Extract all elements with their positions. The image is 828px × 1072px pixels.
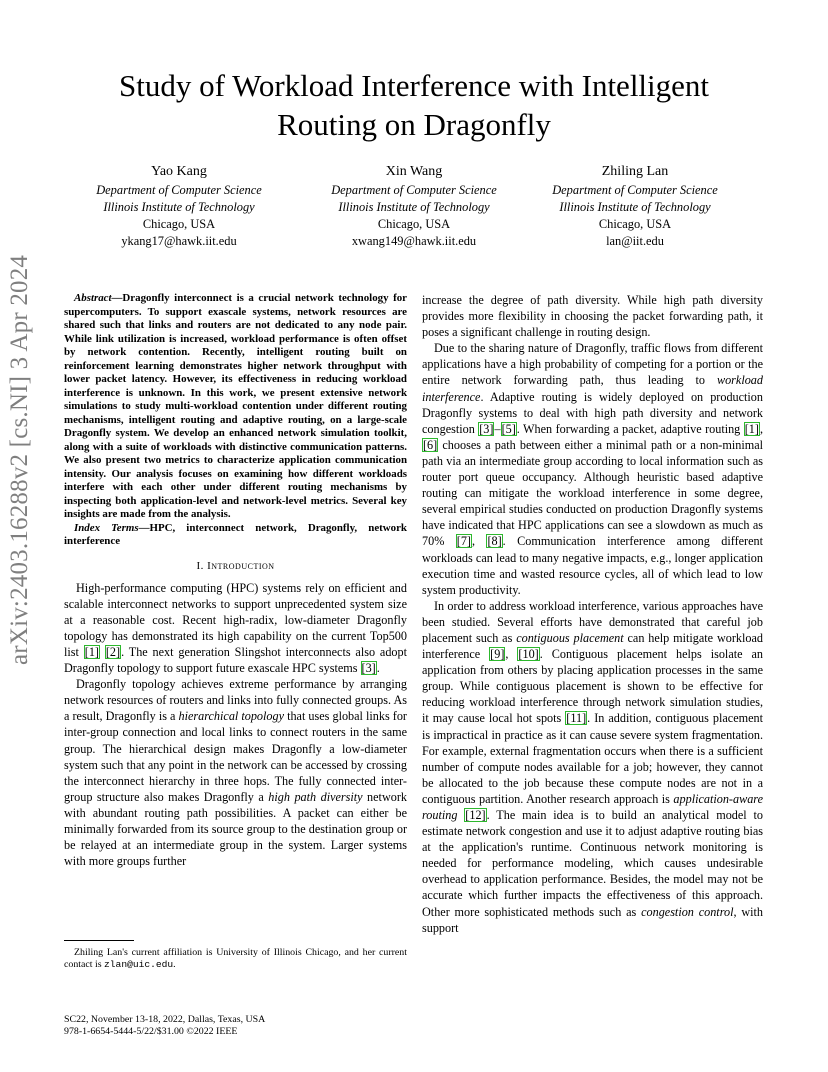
text-run: . Contiguous placement helps isolate an application from others by placing application processes in the same group. While contiguous placement is shown to be effective for reducing workload interference through network simulation studies, it may cause local hot spots <box>422 647 764 726</box>
emphasis-text: application-aware routing <box>422 791 763 822</box>
text-run: , <box>505 647 518 662</box>
text-run: that uses global links for inter-group connection and local links to connect routers in the same group. The hierarchical design makes Dragonfly a low-diameter system such that any point in the network can be accessed by crossing the interconnect hierarchy in three hops. The fully connected inter-group structure also makes Dragonfly a <box>64 709 407 804</box>
section-heading-introduction <box>64 558 407 574</box>
text-run: , with support <box>422 904 763 935</box>
footnote-rule <box>64 940 134 941</box>
author-location: Chicago, USA <box>377 217 451 231</box>
conference-line-1: SC22, November 13-18, 2022, Dallas, Texas, USA <box>64 1014 266 1025</box>
text-run: . When forwarding a packet, adaptive routing <box>516 421 744 436</box>
footnote-text: Zhiling Lan's current affiliation is University of Illinois Chicago, and her current contact is <box>64 947 407 971</box>
right-paragraph-3 <box>422 598 763 936</box>
text-run: . <box>376 661 380 676</box>
conference-line-2: 978-1-6654-5444-5/22/$31.00 ©2022 IEEE <box>64 1026 238 1038</box>
intro-paragraph-2 <box>64 676 407 869</box>
text-run: Dragonfly topology achieves extreme performance by arranging network resources of routers and links into fully connected groups. As a result, Dragonfly is a <box>64 677 407 724</box>
text-run: network with abundant routing path possibilities. A packet can either be minimally forwarded from its source group to the destination group or be relayed at an intermediate group in the system. Larger systems with more groups further <box>64 789 407 869</box>
author-institution: Illinois Institute of Technology <box>103 200 255 214</box>
footnote-email[interactable]: zlan@uic.edu <box>104 959 174 971</box>
abstract-text: —Dragonfly interconnect is a crucial network technology for supercomputers. To support exascale systems, network resources are shared such that links and routers are not dedicated to any node pair. While link utilization is increased, workload performance is often offset by network contention. Recently, intelligent routing built on reinforcement learning demonstrates higher network throughput with lower packet latency. However, its effectiveness in reducing workload interference is unknown. In this work, we present extensive network simulations to study multi-workload contention under different routing mechanisms, intelligent routing and adaptive routing, on a large-scale Dragonfly system. We develop an enhanced network simulation toolkit, along with a suite of workloads with distinctive communication patterns. We also present two metrics to characterize application communication intensity. Our analysis focuses on examining how different workloads interfere with each other under different routing mechanisms by inspecting both application-level and network-level metrics. Several key insights are made from the analysis. <box>64 292 407 520</box>
citation-link[interactable]: [10] <box>518 647 539 662</box>
author-block-2 <box>299 163 529 250</box>
citation-link[interactable]: [6] <box>423 437 438 452</box>
text-run: . Adaptive routing is widely deployed on production Dragonfly systems to deal with high path diversity and network congestion <box>422 389 763 436</box>
citation-link[interactable]: [3] <box>361 661 376 676</box>
text-run: chooses a path between either a minimal path or a non-minimal path via an intermediate group according to local information such as router port queue occupancy. Although heuristic based adaptive routing can mitigate the workload interference in some degree, several empirical studies conducted on production Dragonfly systems have indicated that HPC applications can see a slowdown as much as 70% <box>422 437 763 549</box>
text-run: In order to address workload interference, various approaches have been studied. Several efforts have demonstrated that careful job placement such as <box>422 598 763 645</box>
arxiv-stamp-text: arXiv:2403.16288v2 [cs.NI] 3 Apr 2024 <box>6 254 33 665</box>
index-terms <box>64 522 407 549</box>
author-institution: Illinois Institute of Technology <box>559 200 711 214</box>
text-run: . In addition, contiguous placement is impractical in practice as it can cause severe system fragmentation. For example, external fragmentation occurs when there is a sufficient number of compute nodes available for a job; however, they cannot be allocated to the job because these compute nodes are not in a contiguous partition. Another research approach is <box>422 711 763 806</box>
author-location: Chicago, USA <box>142 217 216 231</box>
author-institution: Illinois Institute of Technology <box>338 200 490 214</box>
text-run: , <box>759 421 763 436</box>
citation-link[interactable]: [3] <box>479 421 494 436</box>
author-name: Xin Wang <box>385 164 443 179</box>
text-run: High-performance computing (HPC) systems rely on efficient and scalable interconnect networks to support unprecedented system size at a reasonable cost. Recent high-radix, low-diameter Dragonfly topology has demonstrated its high capability on the current Top500 list <box>64 580 407 659</box>
section-title: Introduction <box>207 559 275 572</box>
author-email: ykang17@hawk.iit.edu <box>121 234 237 248</box>
citation-link[interactable]: [9] <box>490 647 505 662</box>
abstract-label: Abstract <box>74 292 112 304</box>
text-run: can help mitigate workload interference <box>422 630 763 662</box>
text-run: , <box>471 534 487 549</box>
text-run: . The next generation Slingshot interconnects also adopt Dragonfly topology to support future exascale HPC systems <box>64 644 407 676</box>
citation-link[interactable]: [1] <box>744 421 759 436</box>
citation-link[interactable]: [12] <box>465 808 486 822</box>
right-paragraph-2 <box>422 340 763 598</box>
author-dept: Department of Computer Science <box>96 183 262 197</box>
section-number: I. <box>196 559 208 572</box>
emphasis-text: high path diversity <box>268 789 363 804</box>
text-run: increase the degree of path diversity. While high path diversity provides more flexibility in choosing the packet forwarding path, it poses a significant challenge in routing design. <box>422 293 763 340</box>
text-run: . Communication interference among different workloads can lead to many negative impacts, e.g., longer application execution time and wasted resource cycles, all of which lead to low system productivity. <box>422 534 764 597</box>
text-run: . <box>173 959 176 971</box>
emphasis-text: contiguous placement <box>516 630 624 645</box>
paper-title-line-1: Study of Workload Interference with Intelligent <box>118 68 710 103</box>
conference-info <box>64 1014 265 1039</box>
emphasis-text: workload interference <box>422 373 763 404</box>
author-email: xwang149@hawk.iit.edu <box>351 234 477 248</box>
emphasis-text: hierarchical topology <box>178 709 285 724</box>
author-block-3 <box>520 163 750 250</box>
left-column <box>64 292 407 869</box>
intro-paragraph-1 <box>64 580 407 677</box>
citation-link[interactable]: [1] <box>84 644 99 659</box>
emphasis-text: congestion control <box>641 904 734 919</box>
paper-title <box>60 66 768 144</box>
author-name: Yao Kang <box>151 164 207 179</box>
author-name: Zhiling Lan <box>601 164 669 179</box>
citation-link[interactable]: [5] <box>501 421 516 436</box>
index-terms-label: Index Terms <box>74 521 139 534</box>
text-run: . The main idea is to build an analytical model to estimate network congestion and use it to adjust adaptive routing bias at the application's runtime. Continuous network monitoring is needed for performance modeling, which causes undesirable overhead to application performance. Besides, the model may not be accurate which further impacts the effectiveness of this approach. Other more sophisticated methods such as <box>422 808 764 919</box>
author-dept: Department of Computer Science <box>552 183 718 197</box>
author-dept: Department of Computer Science <box>331 183 497 197</box>
footnote <box>64 947 407 972</box>
index-terms-text: —HPC, interconnect network, Dragonfly, network interference <box>64 521 407 547</box>
author-location: Chicago, USA <box>598 217 672 231</box>
citation-link[interactable]: [2] <box>105 644 121 659</box>
citation-link[interactable]: [11] <box>566 711 587 726</box>
right-paragraph-1 <box>422 292 763 340</box>
author-block-1 <box>64 163 294 250</box>
citation-link[interactable]: [8] <box>487 534 502 549</box>
citation-link[interactable]: [7] <box>456 534 471 549</box>
text-run: Due to the sharing nature of Dragonfly, traffic flows from different applications have a high probability of competing for a portion or the entire network forwarding path, thus leading to <box>422 341 763 388</box>
text-run: – <box>494 421 501 436</box>
paper-title-line-2: Routing on Dragonfly <box>277 107 551 142</box>
right-column <box>422 292 763 936</box>
author-email: lan@iit.edu <box>606 234 664 248</box>
abstract <box>64 292 407 522</box>
